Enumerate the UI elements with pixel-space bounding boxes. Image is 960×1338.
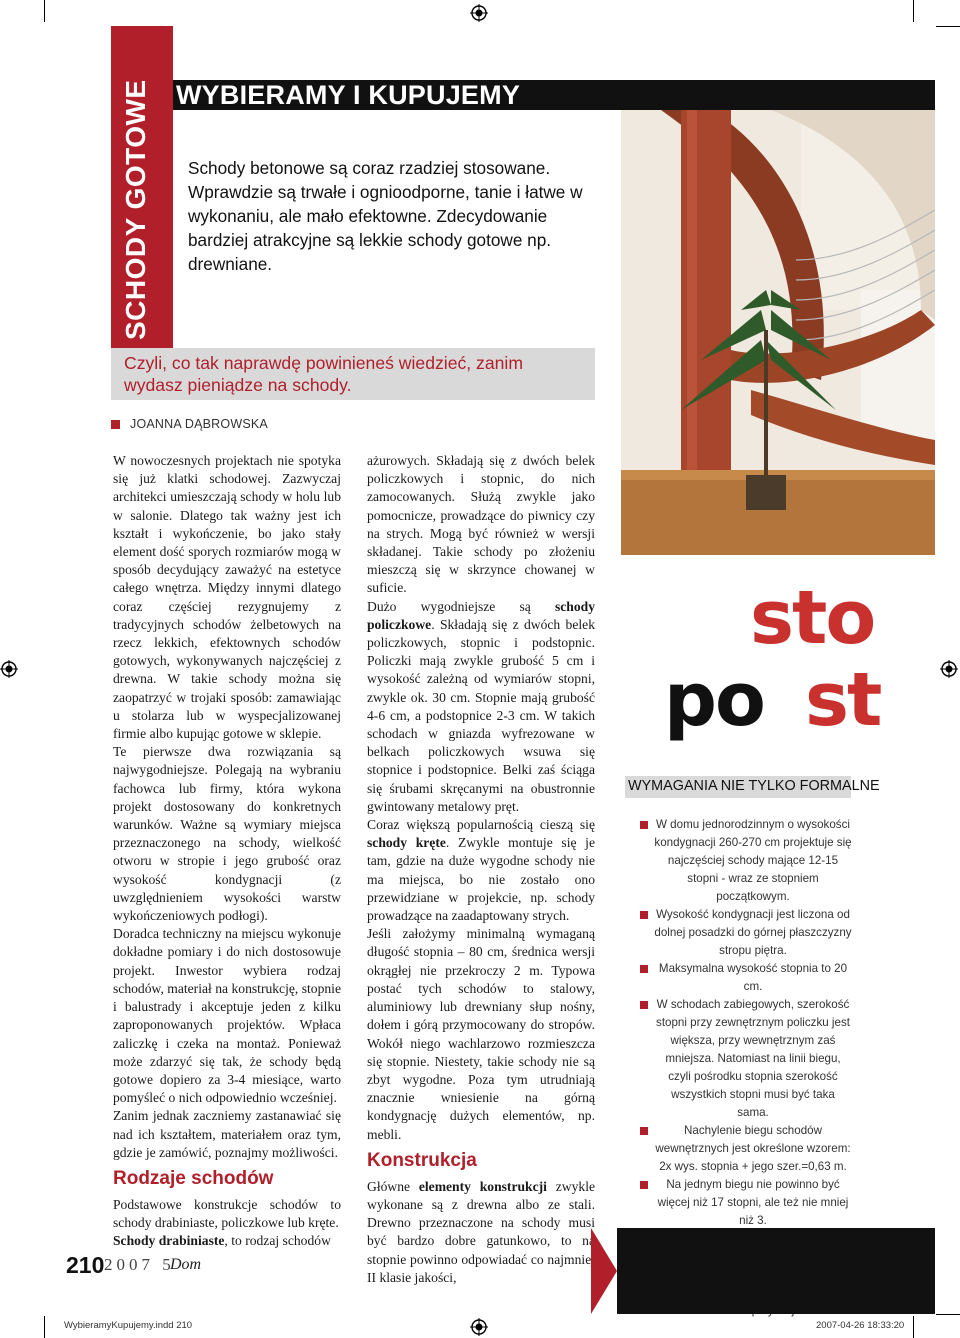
registration-mark-icon xyxy=(940,660,958,678)
registration-mark-icon xyxy=(470,4,488,22)
body-text: zwykle wykonane są z drewna albo ze stali. Drewno przeznaczone na schody musi być bardzo dobre gatunkowo, to na stopnie powinno odpowiadać co najmniej II klasie jakości, xyxy=(367,1178,596,1285)
bold-term: elementy konstrukcji xyxy=(418,1178,547,1194)
staircase-photo xyxy=(621,110,935,555)
next-page-arrow-icon xyxy=(591,1228,617,1314)
registration-mark-icon xyxy=(0,660,18,678)
bold-term: schody kręte xyxy=(367,835,446,851)
footer-black-block xyxy=(617,1228,935,1314)
subheading-types: Rodzaje schodów xyxy=(113,1167,274,1189)
decorative-word-st: st xyxy=(805,657,881,743)
bold-term: schody policzkowe xyxy=(367,598,595,632)
body-paragraph: Te pierwsze dwa rozwiązania są najwygodniejsze. Polegają na wybraniu fachowca lub firmy, która wykona projekt dostosowany do konkretnych warunków. Ważne są wymiary miejsca przeznaczonego na schody, wielkość otworu w stropie i jego grubość oraz wysokość kondygnacji (z uwzględnieniem wysokości warstw wykończeniowych podłogi). xyxy=(113,744,341,924)
section-title: WYBIERAMY I KUPUJEMY xyxy=(176,80,521,110)
section-side-label: SCHODY GOTOWE xyxy=(120,79,151,340)
body-paragraph: Jeśli założymy minimalną wymaganą długość stopnia – 80 cm, średnica wersji okrągłej nie przekroczy 2 m. Typowa postać tych schodów to stalowy, aluminiowy lub drewniany słup nośny, dołem i górą przymocowany do stropów. Wokół niego wachlarzowo rozmieszcza się stopnie. Niestety, takie schody nie są zbyt wygodne. Poza tym utrudniają znacznie wniesienie na górną kondygnację dużych elementów, np. mebli. xyxy=(367,926,595,1142)
body-paragraph xyxy=(367,1178,595,1287)
registration-mark-icon xyxy=(470,1318,488,1336)
body-text: . Składają się z dwóch belek policzkowych, stopnic i podstopnic. Policzki mają zwykle grubość 5 cm i wysokość zależną od wymiarów stopni, zwykle ok. 30 cm. Stopnie mają grubość 4-6 cm, a podstopnice 2-3 cm. W takich schodach w gniazda wyfrezowane w belkach policzkowych wsuwa się stopnice i podstopnice. Belki zaś ściąga się śrubami skręcanymi na obustronnie gwintowany metalowy pręt. xyxy=(367,616,595,814)
body-text: Coraz większą popularnością cieszą się xyxy=(367,817,595,833)
decorative-word-po: po xyxy=(664,657,764,743)
requirement-item: W domu jednorodzinnym o wysokości kondygnacji 260-270 cm projektuje się najczęściej schody mające 12-15 stopni - wraz ze stopniem początkowym. xyxy=(640,816,852,906)
crop-mark xyxy=(936,1314,960,1315)
page-number: 210 xyxy=(66,1252,105,1278)
body-paragraph: Doradca techniczny na miejscu wykonuje dokładne pomiary i do nich dostosowuje projekt. Inwestor wybiera rodzaj schodów, materiał na konstrukcję, stopnie i balustrady i akceptuje jeden z kilku zaproponowanych projektów. Wpłaca zaliczkę i czeka na montaż. Ponieważ może zdarzyć się tak, że schody będą gotowe dopiero za 3-4 miesiące, warto pomyśleć o nich odpowiednio wcześniej. xyxy=(113,926,341,1106)
requirement-item: Wysokość kondygnacji jest liczona od dolnej posadzki do górnej płaszczyzny stropu piętra. xyxy=(640,906,852,960)
decorative-word-sto: sto xyxy=(750,575,875,661)
crop-mark xyxy=(44,0,45,22)
body-paragraph xyxy=(367,816,595,925)
requirement-item: Na jednym biegu nie powinno być więcej niż 17 stopni, ale też nie mniej niż 3. xyxy=(640,1176,852,1230)
crop-mark xyxy=(44,1316,45,1338)
article-column-1 xyxy=(113,452,341,1251)
author-byline: JOANNA DĄBROWSKA xyxy=(130,417,268,431)
question-heading: Czyli, co tak naprawdę powinieneś wiedzieć, zanim wydasz pieniądze na schody. xyxy=(124,353,523,395)
requirement-item: Nachylenie biegu schodów wewnętrznych jest określone wzorem: 2x wys. stopnia + jego szer.=0,63 m. xyxy=(640,1122,852,1176)
print-slug-file: WybieramyKupujemy.indd 210 xyxy=(64,1320,193,1331)
body-text: Dużo wygodniejsze są xyxy=(367,598,555,614)
body-paragraph: W nowoczesnych projektach nie spotyka się już klatki schodowej. Zazwyczaj architekci umieszczają schody w holu lub w salonie. Dlatego tak ważny jest ich kształt i wykończenie, bo jako stały element dość sporych rozmiarów mogą w sposób decydujący zaważyć na estetyce całego wnętrza. Między innymi dlatego coraz częściej rezygnujemy z tradycyjnych schodów żelbetowych na rzecz lekkich, efektownych schodów gotowych, wykonywanych najczęściej z drewna. W takie schody można się zaopatrzyć w trojaki sposób: zamawiając u stolarza lub w wyspecjalizowanej firmie albo kupując gotowe w sklepie. xyxy=(113,453,341,742)
body-text: Główne xyxy=(367,1178,419,1194)
body-paragraph xyxy=(113,1232,341,1250)
body-paragraph: ażurowych. Składają się z dwóch belek policzkowych i stopnic, do nich zamocowanych. Służą zwykle jako pomocnicze, prowadzące do piwnicy czy na strych. Mogą być również w wersji składanej. Takie schody po złożeniu mieszczą się w skrzynce chowanej w suficie. xyxy=(367,453,595,596)
issue-number: 2007 5 xyxy=(104,1255,175,1274)
body-text: . Zwykle montuje się je tam, gdzie na duże wygodne schody nie ma miejsca, bo nie zostało ono przewidziane w projekcie, np. schody prowadzące na zaadaptowany strych. xyxy=(367,835,595,924)
bold-term: Schody drabiniaste xyxy=(113,1233,225,1249)
requirement-item: Maksymalna wysokość stopnia to 20 cm. xyxy=(640,960,852,996)
article-column-2 xyxy=(367,452,595,1287)
staircase-illustration xyxy=(621,110,935,555)
requirements-title: WYMAGANIA NIE TYLKO FORMALNE xyxy=(628,778,880,794)
body-paragraph: Zanim jednak zaczniemy zastanawiać się nad ich kształtem, materiałem oraz tym, gdzie je zamówić, poznajmy możliwości. xyxy=(113,1108,341,1160)
crop-mark xyxy=(913,0,914,22)
subheading-construction: Konstrukcja xyxy=(367,1149,477,1171)
body-text: , to rodzaj schodów xyxy=(224,1233,331,1249)
lead-paragraph: Schody betonowe są coraz rzadziej stosowane. Wprawdzie są trwałe i ognioodporne, tanie i łatwe w wykonaniu, ale mało efektowne. Zdecydowanie bardziej atrakcyjne są lekkie schody gotowe np. drewniane. xyxy=(188,158,583,274)
crop-mark xyxy=(936,26,960,27)
body-paragraph xyxy=(367,598,595,816)
body-paragraph: Podstawowe konstrukcje schodów to schody drabiniaste, policzkowe lub kręte. xyxy=(113,1196,341,1231)
crop-mark xyxy=(913,1316,914,1338)
author-bullet-icon xyxy=(111,420,120,429)
magazine-logo: Dom xyxy=(170,1256,202,1273)
requirement-item: W schodach zabiegowych, szerokość stopni przy zewnętrznym policzku jest większa, przy wewnętrznym zaś mniejsza. Natomiast na linii biegu, czyli pośrodku stopnia szerokość wszystkich stopni musi być taka sama. xyxy=(640,996,852,1122)
print-slug-date: 2007-04-26 18:33:20 xyxy=(816,1320,905,1331)
